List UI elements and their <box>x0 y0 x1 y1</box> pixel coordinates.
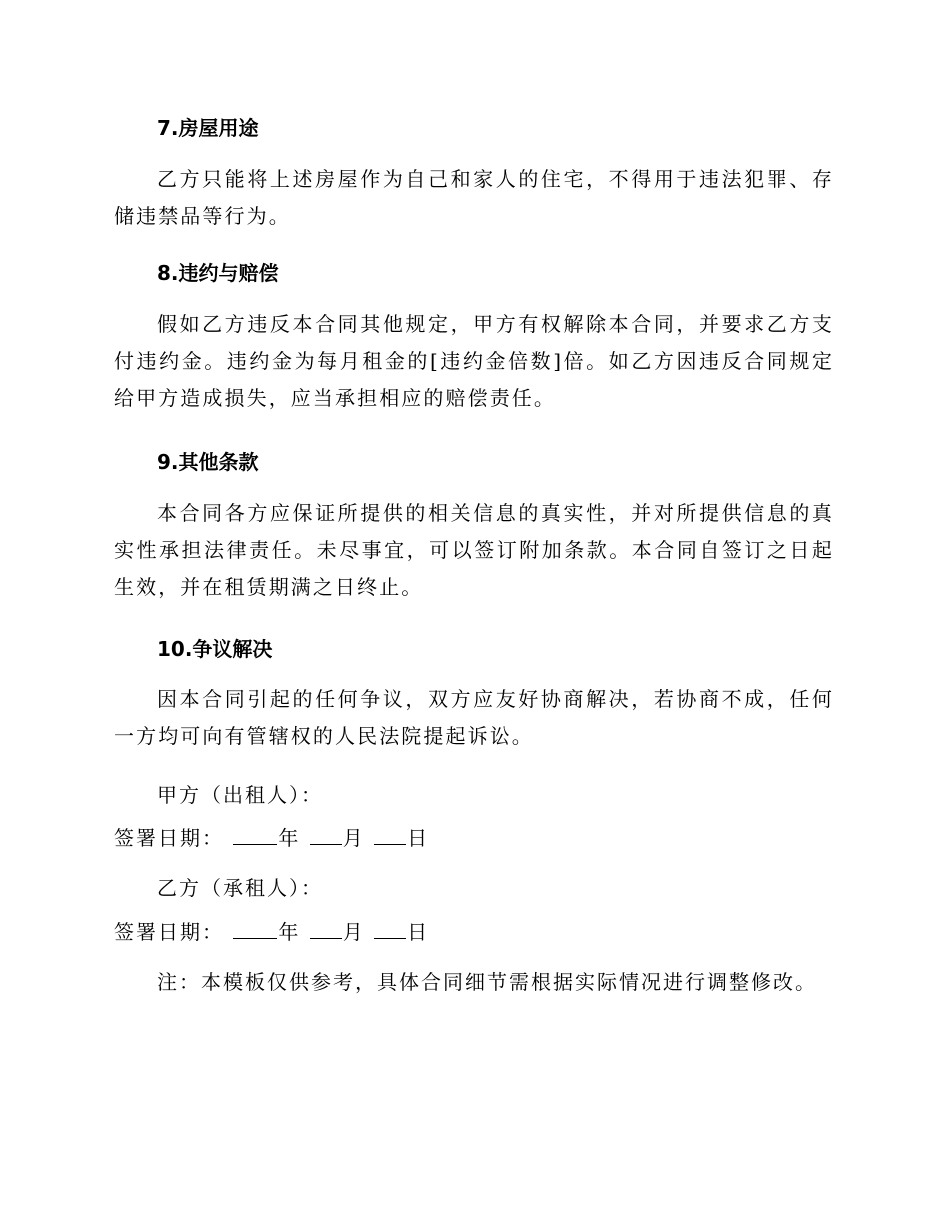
party-b-label: 乙方（承租人）： <box>157 876 323 900</box>
day-label: 日 <box>407 826 430 850</box>
month-label: 月 <box>342 920 365 944</box>
section-heading-8: 8.违约与赔偿 <box>157 261 279 285</box>
month-blank <box>310 826 342 845</box>
party-a-signing-date <box>114 825 429 851</box>
year-blank <box>233 920 277 939</box>
year-label: 年 <box>278 920 301 944</box>
section-heading-10: 10.争议解决 <box>157 637 273 661</box>
template-note: 注：本模板仅供参考，具体合同细节需根据实际情况进行调整修改。 <box>157 970 817 994</box>
section-body-10: 因本合同引起的任何争议，双方应友好协商解决，若协商不成，任何一方均可向有管辖权的人民法院提起诉讼。 <box>114 687 834 748</box>
section-body-7: 乙方只能将上述房屋作为自己和家人的住宅，不得用于违法犯罪、存储违禁品等行为。 <box>114 167 834 228</box>
signing-date-label: 签署日期： <box>114 920 224 944</box>
day-blank <box>374 826 406 845</box>
section-heading-7: 7.房屋用途 <box>157 116 259 140</box>
party-a-label: 甲方（出租人）： <box>157 783 323 807</box>
day-blank <box>374 920 406 939</box>
party-b-signing-date <box>114 919 429 945</box>
section-heading-9: 9.其他条款 <box>157 450 259 474</box>
year-label: 年 <box>278 826 301 850</box>
section-body-9: 本合同各方应保证所提供的相关信息的真实性，并对所提供信息的真实性承担法律责任。未尽事宜，可以签订附加条款。本合同自签订之日起生效，并在租赁期满之日终止。 <box>114 501 834 599</box>
signing-date-label: 签署日期： <box>114 826 224 850</box>
month-blank <box>310 920 342 939</box>
month-label: 月 <box>342 826 365 850</box>
section-body-8: 假如乙方违反本合同其他规定，甲方有权解除本合同，并要求乙方支付违约金。违约金为每月租金的[违约金倍数]倍。如乙方因违反合同规定给甲方造成损失，应当承担相应的赔偿责任。 <box>114 312 834 410</box>
year-blank <box>233 826 277 845</box>
day-label: 日 <box>407 920 430 944</box>
